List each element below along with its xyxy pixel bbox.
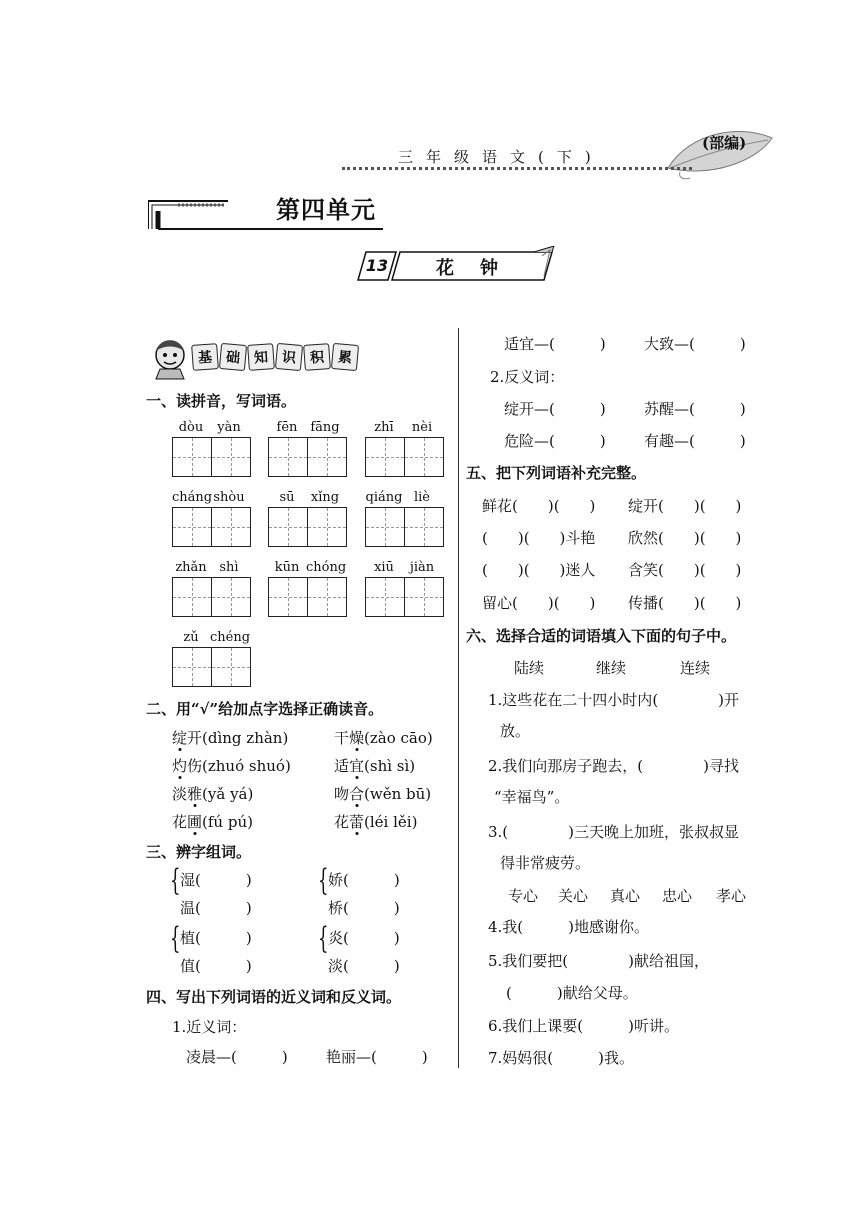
text: 干	[334, 729, 350, 747]
pinyin-options: 伤(zhuó shuó)	[187, 757, 291, 775]
writing-cell[interactable]	[307, 577, 347, 617]
banner-char: 基	[191, 343, 219, 371]
pinyin: qiáng	[365, 490, 403, 505]
writing-cell[interactable]	[172, 647, 212, 687]
dotted-char: 蕾	[349, 813, 365, 831]
pinyin-options: 开(dìng zhàn)	[187, 729, 289, 747]
pinyin: fāng	[310, 420, 340, 435]
word-field[interactable]: 娇( )	[328, 871, 400, 889]
writing-cell[interactable]	[172, 507, 212, 547]
antonym-label: 2.反义词：	[490, 368, 565, 386]
pinyin: shòu	[213, 490, 245, 505]
pinyin: dòu	[178, 420, 204, 435]
pinyin: cháng	[172, 490, 213, 505]
pinyin: fēn	[276, 420, 298, 435]
writing-cell[interactable]	[211, 507, 251, 547]
word-option: 继续	[596, 659, 627, 677]
word-option: 忠心	[662, 887, 693, 905]
pinyin-group	[268, 490, 346, 547]
pinyin: yàn	[217, 420, 241, 435]
writing-cell[interactable]	[268, 507, 308, 547]
reading-item[interactable]	[334, 783, 431, 804]
pinyin: kūn	[274, 560, 300, 575]
sentence-line[interactable]: 7.妈妈很( )我。	[488, 1049, 635, 1067]
pinyin-group	[365, 490, 443, 547]
word-field[interactable]: 值( )	[180, 957, 252, 975]
pinyin-group	[172, 490, 250, 547]
idiom-field[interactable]: ( )( )迷人	[482, 561, 596, 579]
writing-cell[interactable]	[211, 577, 251, 617]
pinyin: zhǎn	[175, 560, 207, 575]
pinyin: liè	[413, 490, 430, 505]
reading-item[interactable]	[334, 727, 433, 748]
pinyin-options: (yǎ yá)	[202, 785, 254, 803]
dotted-char: 雅	[187, 785, 203, 803]
pinyin-group	[268, 560, 346, 617]
word-field[interactable]: 湿( )	[180, 871, 252, 889]
pinyin-options: (zào cāo)	[364, 729, 433, 747]
sentence-line: 得非常疲劳。	[500, 854, 591, 872]
dotted-char: 绽	[172, 729, 188, 747]
writing-cell[interactable]	[404, 437, 444, 477]
sentence-line[interactable]: 6.我们上课要( )听讲。	[488, 1017, 680, 1035]
pinyin: zhī	[374, 420, 394, 435]
dotted-char: 圃	[187, 813, 203, 831]
reading-item[interactable]	[334, 755, 415, 776]
lesson-title: 花钟	[436, 258, 524, 279]
pinyin-group	[172, 560, 250, 617]
book-title: 三年级语文(下)	[398, 148, 604, 166]
writing-cell[interactable]	[404, 577, 444, 617]
idiom-field[interactable]: 传播( )( )	[628, 594, 742, 612]
writing-cell[interactable]	[307, 507, 347, 547]
synonym-field[interactable]: 艳丽—( )	[326, 1048, 428, 1066]
sentence-line[interactable]: 5.我们要把( )献给祖国，	[488, 952, 710, 970]
pinyin: nèi	[411, 420, 433, 435]
sentence-line: 放。	[500, 722, 531, 740]
idiom-field[interactable]: 绽开( )( )	[628, 497, 742, 515]
word-field[interactable]: 温( )	[180, 899, 252, 917]
dotted-char: 灼	[172, 757, 188, 775]
writing-cell[interactable]	[365, 507, 405, 547]
antonym-field[interactable]: 绽开—( )	[504, 400, 606, 418]
brace: {	[318, 863, 329, 898]
antonym-field[interactable]: 苏醒—( )	[644, 400, 746, 418]
pinyin-options: (wěn bū)	[364, 785, 432, 803]
pinyin: chéng	[210, 630, 251, 645]
word-field[interactable]: 桥( )	[328, 899, 400, 917]
text: 吻	[334, 785, 350, 803]
brace: {	[170, 863, 181, 898]
word-option: 专心	[508, 887, 539, 905]
writing-cell[interactable]	[365, 577, 405, 617]
lesson-number: 13	[365, 256, 389, 275]
header-rule	[342, 167, 692, 170]
pinyin-group	[365, 420, 443, 477]
sentence-line[interactable]: ( )献给父母。	[506, 984, 638, 1002]
synonym-label: 1.近义词：	[172, 1018, 247, 1036]
writing-cell[interactable]	[211, 437, 251, 477]
writing-cell[interactable]	[268, 437, 308, 477]
pinyin-options: (shì sì)	[364, 757, 416, 775]
pinyin: shì	[219, 560, 239, 575]
mascot-icon	[146, 333, 194, 381]
pinyin: chóng	[306, 560, 347, 575]
sentence-line[interactable]: 2.我们向那房子跑去，( )寻找	[488, 757, 740, 775]
banner-char: 础	[219, 343, 247, 371]
sentence-line[interactable]: 3.( )三天晚上加班，张叔叔显	[488, 823, 740, 841]
pinyin-group	[172, 420, 250, 477]
text: 花	[172, 813, 188, 831]
pinyin: jiàn	[409, 560, 435, 575]
section-1-title: 一、读拼音，写词语。	[146, 392, 297, 410]
writing-cell[interactable]	[307, 437, 347, 477]
pinyin-group	[365, 560, 443, 617]
pinyin: sū	[279, 490, 295, 505]
word-field[interactable]: 植( )	[180, 929, 252, 947]
idiom-field[interactable]: 含笑( )( )	[628, 561, 742, 579]
pinyin: xiū	[374, 560, 394, 575]
section-4-title: 四、写出下列词语的近义词和反义词。	[146, 988, 402, 1006]
banner-char: 知	[247, 343, 275, 371]
brace: {	[170, 921, 181, 956]
section-6-title: 六、选择合适的词语填入下面的句子中。	[466, 627, 737, 645]
column-divider	[458, 328, 459, 1068]
reading-item[interactable]	[172, 755, 291, 776]
synonym-field[interactable]: 适宜—( )	[504, 335, 606, 353]
word-field[interactable]: 淡( )	[328, 957, 400, 975]
dotted-char: 燥	[349, 729, 365, 747]
section-5-title: 五、把下列词语补充完整。	[466, 464, 647, 482]
idiom-field[interactable]: 欣然( )( )	[628, 529, 742, 547]
word-option: 陆续	[514, 659, 545, 677]
pinyin-options: (fú pú)	[202, 813, 253, 831]
writing-cell[interactable]	[211, 647, 251, 687]
antonym-field[interactable]: 有趣—( )	[644, 432, 746, 450]
word-option: 孝心	[716, 887, 747, 905]
reading-item[interactable]	[172, 811, 253, 832]
banner-char: 积	[303, 343, 331, 371]
pinyin-group	[172, 630, 250, 687]
sentence-line: “幸福鸟”。	[494, 788, 570, 806]
dotted-char: 合	[349, 785, 365, 803]
brace: {	[318, 921, 329, 956]
writing-cell[interactable]	[404, 507, 444, 547]
synonym-field[interactable]: 凌晨—( )	[186, 1048, 288, 1066]
pinyin: zǔ	[183, 630, 199, 645]
text: 适	[334, 757, 350, 775]
word-option: 真心	[610, 887, 641, 905]
pinyin-group	[268, 420, 346, 477]
dotted-char: 宜	[349, 757, 365, 775]
edition-label: (部编)	[702, 134, 747, 152]
reading-item[interactable]	[172, 727, 288, 748]
section-2-title: 二、用“√”给加点字选择正确读音。	[146, 700, 384, 718]
writing-cell[interactable]	[365, 437, 405, 477]
idiom-field[interactable]: 鲜花( )( )	[482, 497, 596, 515]
text: 淡	[172, 785, 188, 803]
antonym-field[interactable]: 危险—( )	[504, 432, 606, 450]
reading-item[interactable]	[172, 783, 253, 804]
text: 花	[334, 813, 350, 831]
banner-char: 识	[275, 343, 303, 371]
synonym-field[interactable]: 大致—( )	[644, 335, 746, 353]
writing-cell[interactable]	[172, 577, 212, 617]
word-field[interactable]: 炎( )	[328, 929, 400, 947]
writing-cell[interactable]	[268, 577, 308, 617]
word-option: 关心	[558, 887, 589, 905]
reading-item[interactable]	[334, 811, 417, 832]
writing-cell[interactable]	[172, 437, 212, 477]
section-3-title: 三、辨字组词。	[146, 843, 252, 861]
basic-knowledge-banner	[192, 344, 358, 370]
pinyin: xǐng	[310, 490, 340, 505]
sentence-line[interactable]: 4.我( )地感谢你。	[488, 918, 650, 936]
word-option: 连续	[680, 659, 711, 677]
banner-char: 累	[331, 343, 359, 371]
idiom-field[interactable]: 留心( )( )	[482, 594, 596, 612]
sentence-line[interactable]: 1.这些花在二十四小时内( )开	[488, 691, 740, 709]
unit-title: 第四单元	[276, 195, 376, 224]
pinyin-options: (léi lěi)	[364, 813, 418, 831]
idiom-field[interactable]: ( )( )斗艳	[482, 529, 596, 547]
